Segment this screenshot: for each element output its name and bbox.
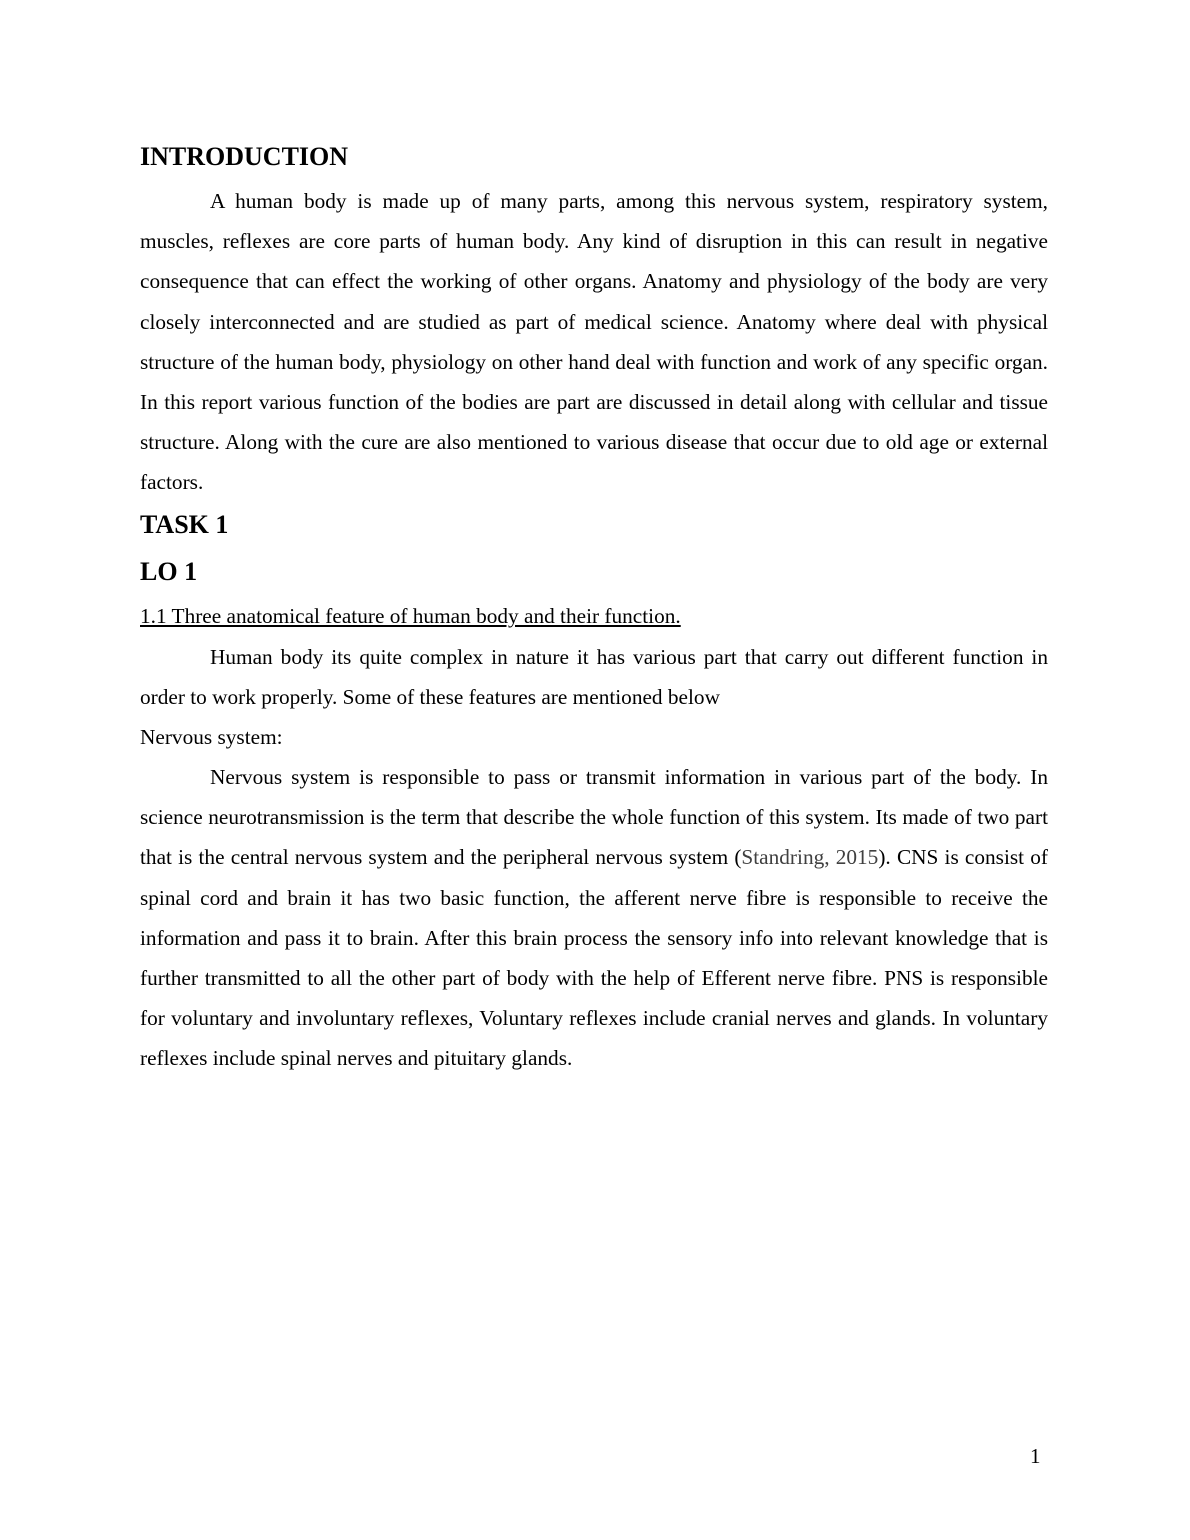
features-paragraph: Human body its quite complex in nature it has various part that carry out different function in order to work properly. Some of these features are mentioned below bbox=[140, 645, 1048, 710]
lo-heading: LO 1 bbox=[140, 557, 198, 586]
introduction-paragraph: A human body is made up of many parts, among this nervous system, respiratory system, muscles, reflexes are core parts of human body. Any kind of disruption in this can result in negative consequence that can effect the working of other organs. Anatomy and physiology of the body are very closely interconnected and are studied as part of medical science. Anatomy where deal with physical structure of the human body, physiology on other hand deal with function and work of any specific organ. In this report various function of the bodies are part are discussed in detail along with cellular and tissue structure. Along with the cure are also mentioned to various disease that occur due to old age or external factors. bbox=[140, 189, 1048, 495]
nervous-system-paragraph bbox=[140, 757, 1048, 1079]
introduction-heading: INTRODUCTION bbox=[140, 142, 349, 171]
nervous-text-1: Nervous system is responsible to pass or transmit information in various part of the body. In science neurotransmission is the term that describe the whole function of this system. Its made of two part that is the central nervous system and the peripheral nervous system ( bbox=[140, 765, 1048, 870]
citation: Standring, 2015 bbox=[741, 845, 879, 870]
section-subheading: 1.1 Three anatomical feature of human body and their function. bbox=[140, 604, 681, 628]
task-heading: TASK 1 bbox=[140, 510, 229, 539]
nervous-text-2: ). CNS is consist of spinal cord and brain it has two basic function, the afferent nerve fibre is responsible to receive the information and pass it to brain. After this brain process the sensory info into relevant knowledge that is further transmitted to all the other part of body with the help of Efferent nerve fibre. PNS is responsible for voluntary and involuntary reflexes, Voluntary reflexes include cranial nerves and glands. In voluntary reflexes include spinal nerves and pituitary glands. bbox=[140, 845, 1049, 1071]
page-number: 1 bbox=[1030, 1444, 1041, 1468]
nervous-system-label: Nervous system: bbox=[140, 725, 283, 749]
